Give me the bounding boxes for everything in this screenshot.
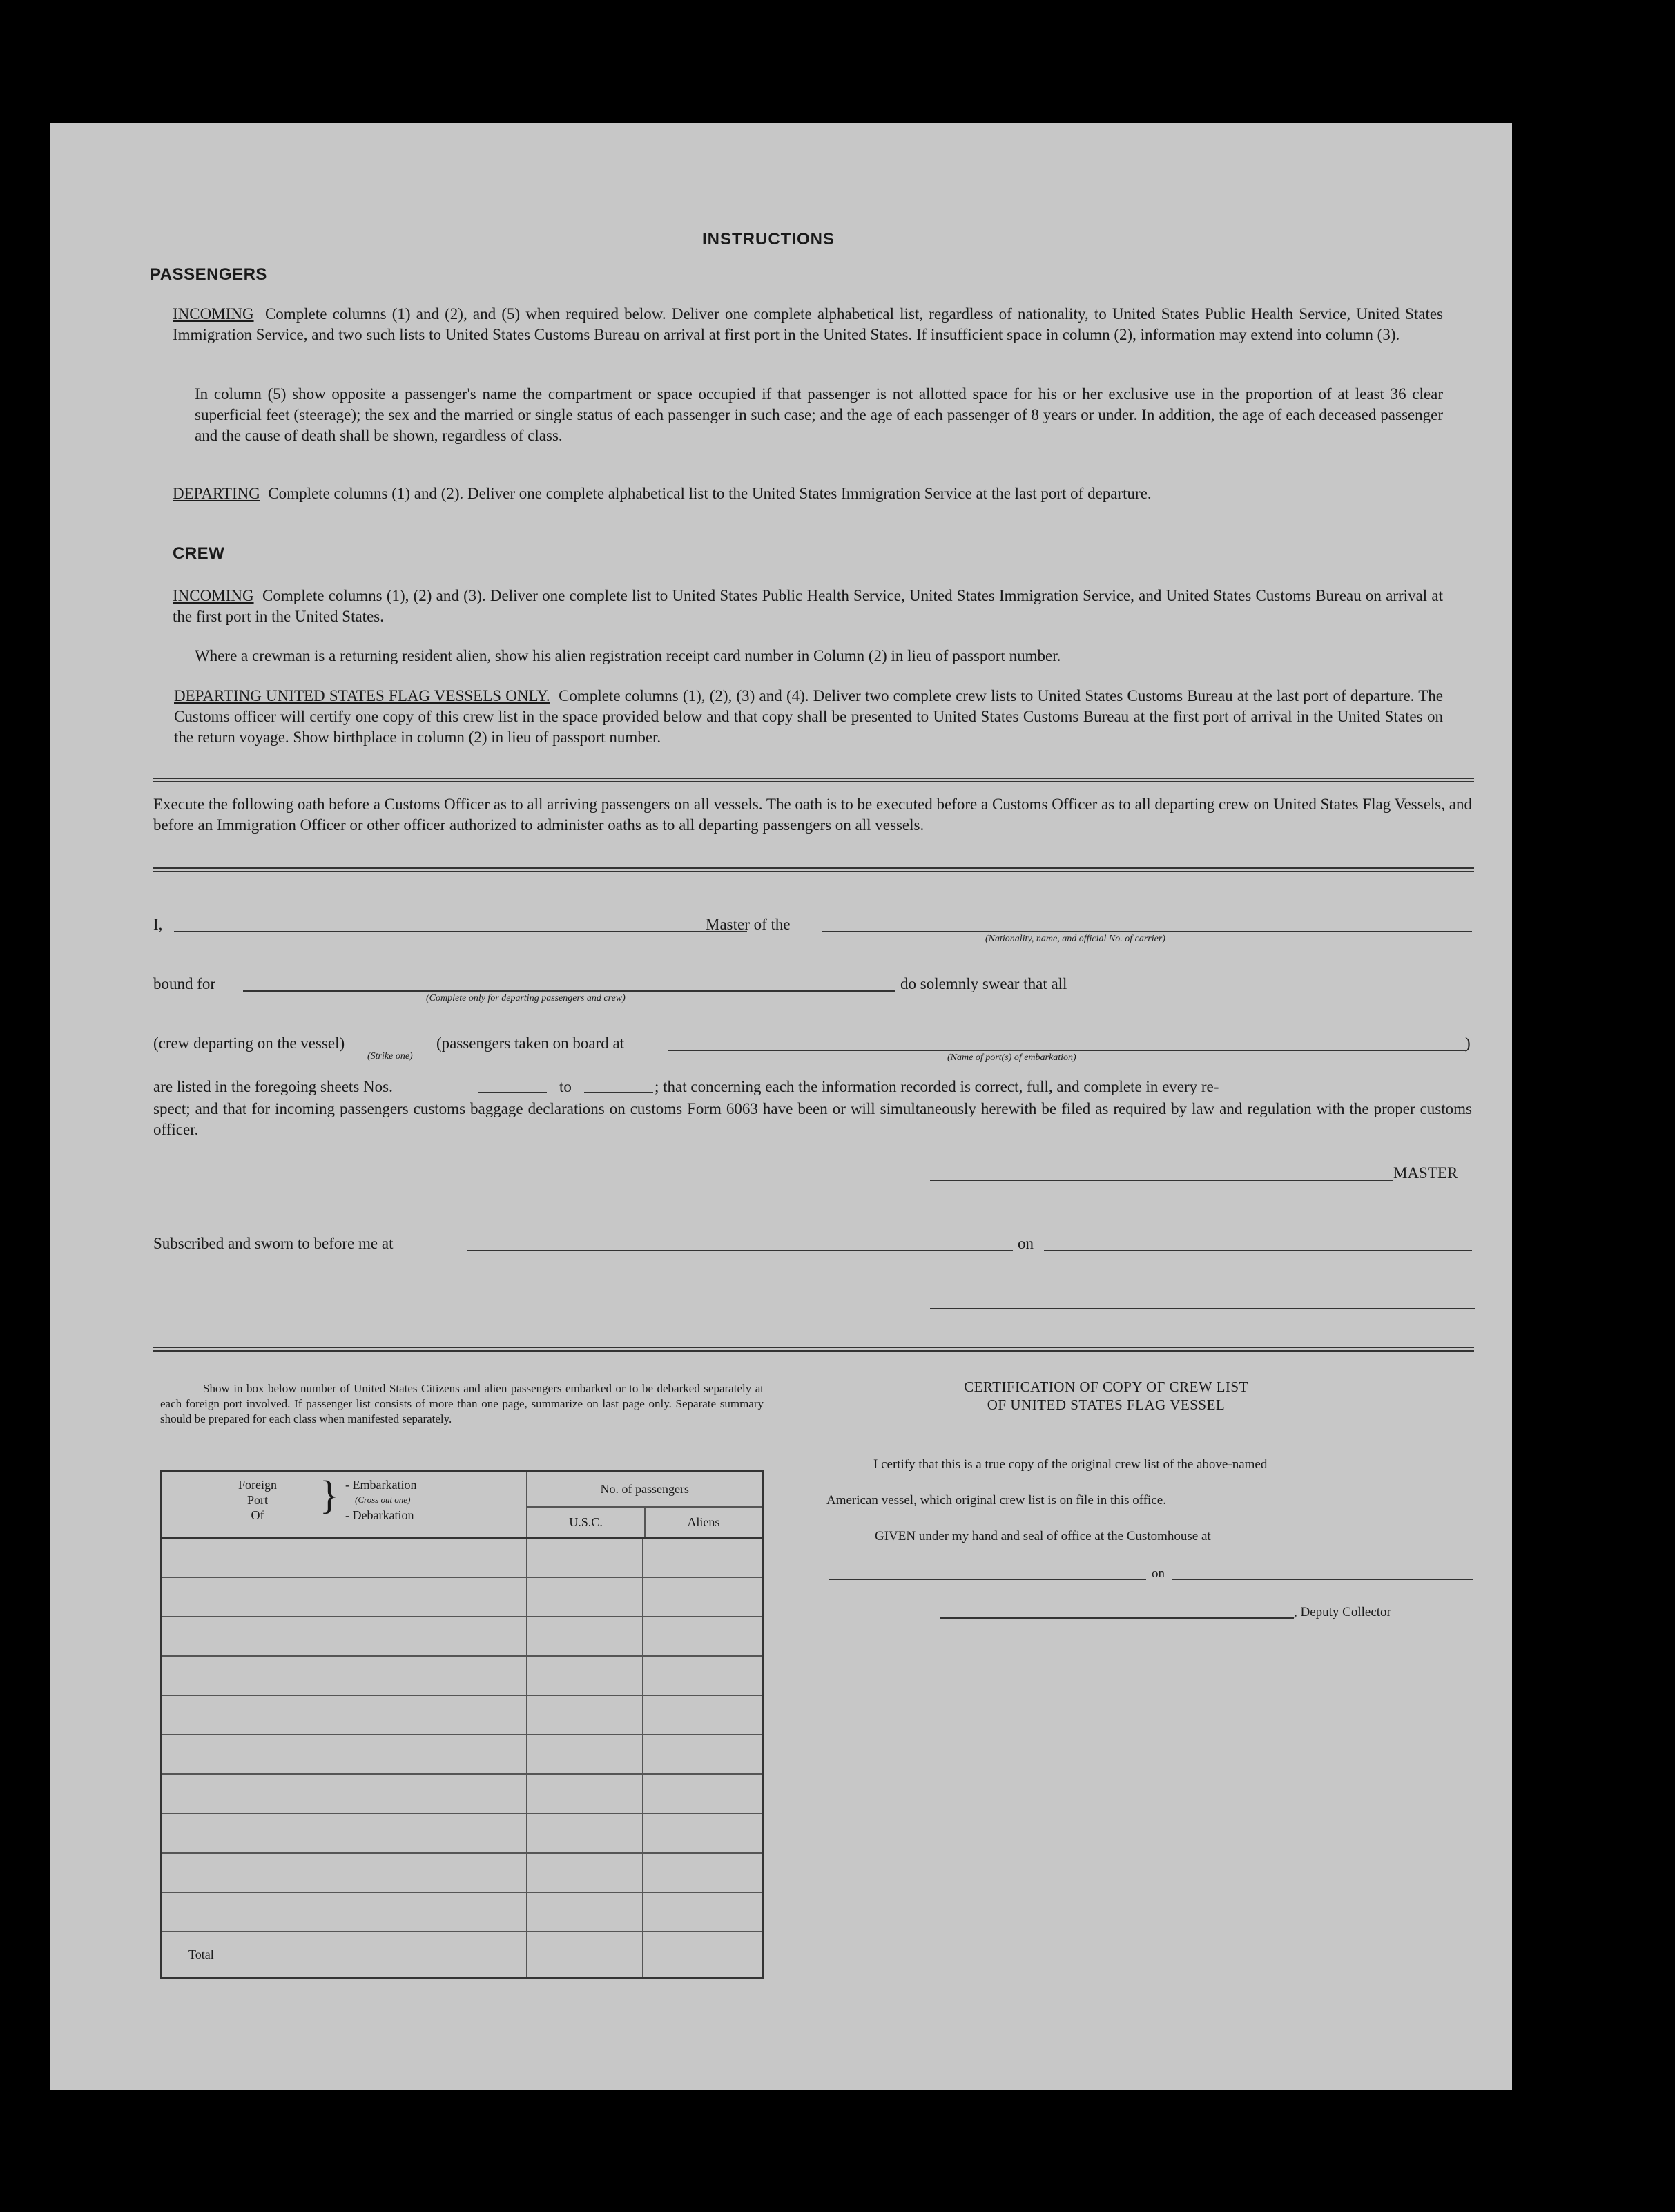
passengers-column5-paragraph: In column (5) show opposite a passenger's name the compartment or space occupied if that passenger is not allotted space for his or her exclusive use in the proportion of at least 36 clear superficial feet (steerage); the sex and the married or single status of each passenger in such case; and the age of each passenger of 8 years or under. In addition, the age of each deceased passenger and the cause of death shall be shown, regardless of class. bbox=[195, 385, 1443, 444]
port-caption: (Name of port(s) of embarkation) bbox=[947, 1052, 1076, 1063]
crew-incoming-paragraph bbox=[173, 586, 1443, 627]
brace: } bbox=[320, 1472, 339, 1517]
form-page bbox=[50, 123, 1512, 2090]
of-label: Of bbox=[251, 1508, 264, 1522]
carrier-caption: (Nationality, name, and official No. of carrier) bbox=[985, 934, 1165, 944]
foreign-port-header bbox=[162, 1471, 527, 1538]
master-label: MASTER bbox=[1393, 1164, 1458, 1182]
listed-text-cont: ; that concerning each the information recorded is correct, full, and complete in every re- bbox=[655, 1078, 1219, 1095]
no-of-passengers-label: No. of passengers bbox=[527, 1472, 762, 1508]
summary-row[interactable] bbox=[162, 1814, 763, 1853]
deputy-signature-line[interactable] bbox=[940, 1617, 1294, 1619]
crew-incoming-text: Complete columns (1), (2) and (3). Deliver one complete list to United States Public Health Service, United States Immigration Service, and United States Customs Bureau on arrival at the first port in the United States. bbox=[173, 587, 1443, 625]
deputy-collector-label: , Deputy Collector bbox=[1294, 1605, 1391, 1619]
listed-to-label: to bbox=[559, 1078, 572, 1095]
passengers-heading: PASSENGERS bbox=[150, 265, 267, 284]
crew-departing-paragraph bbox=[174, 686, 1443, 748]
summary-row[interactable] bbox=[162, 1735, 763, 1774]
customhouse-line[interactable] bbox=[829, 1579, 1146, 1580]
summary-row[interactable] bbox=[162, 1538, 763, 1577]
master-name-line[interactable] bbox=[174, 931, 747, 932]
crew-departing-label: DEPARTING UNITED STATES FLAG VESSELS ONLY. bbox=[174, 687, 550, 704]
master-of-the-label: Master of the bbox=[706, 916, 791, 933]
oath-i-label: I, bbox=[153, 916, 163, 933]
swear-text: do solemnly swear that all bbox=[900, 975, 1067, 992]
certify-text-2: American vessel, which original crew list is on file in this office. bbox=[826, 1493, 1166, 1508]
cert-on-label: on bbox=[1152, 1566, 1165, 1581]
passengers-departing-label: DEPARTING bbox=[173, 485, 260, 502]
lower-divider bbox=[153, 1347, 1474, 1352]
crew-heading: CREW bbox=[173, 544, 225, 563]
embarkation-port-line[interactable] bbox=[668, 1050, 1466, 1051]
subscribed-label: Subscribed and sworn to before me at bbox=[153, 1235, 394, 1252]
certification-title-1: CERTIFICATION OF COPY OF CREW LIST bbox=[964, 1378, 1248, 1395]
cert-date-line[interactable] bbox=[1172, 1579, 1473, 1580]
given-text: GIVEN under my hand and seal of office at the Customhouse at bbox=[875, 1529, 1211, 1543]
close-paren: ) bbox=[1465, 1035, 1471, 1052]
foreign-label: Foreign bbox=[238, 1478, 277, 1492]
sworn-place-line[interactable] bbox=[467, 1250, 1013, 1251]
passengers-taken-option: (passengers taken on board at bbox=[436, 1035, 625, 1052]
sworn-on-label: on bbox=[1018, 1235, 1034, 1252]
passengers-incoming-label: INCOMING bbox=[173, 305, 254, 323]
strike-one-caption: (Strike one) bbox=[367, 1051, 413, 1061]
summary-row[interactable] bbox=[162, 1617, 763, 1656]
oath-divider bbox=[153, 867, 1474, 872]
summary-row[interactable] bbox=[162, 1853, 763, 1892]
bound-for-caption: (Complete only for departing passengers and crew) bbox=[426, 993, 626, 1003]
officer-signature-line[interactable] bbox=[930, 1308, 1475, 1309]
crew-departing-text: Complete columns (1), (2), (3) and (4). Deliver two complete crew lists to United States Customs Bureau at the last port of departure. The Customs officer will certify one copy of this crew list in the space provided below and that copy shall be presented to United States Customs Bureau at the first port of arrival in the United States on the return voyage. Show birthplace in column (2) in lieu of passport number. bbox=[174, 687, 1444, 746]
aliens-header: Aliens bbox=[687, 1515, 720, 1529]
section-divider bbox=[153, 778, 1474, 782]
master-signature-line[interactable] bbox=[930, 1180, 1393, 1181]
passengers-departing-paragraph bbox=[173, 483, 1443, 504]
certify-text-1: I certify that this is a true copy of the original crew list of the above-named bbox=[873, 1457, 1268, 1472]
summary-row[interactable] bbox=[162, 1774, 763, 1814]
crew-incoming-label: INCOMING bbox=[173, 587, 254, 604]
total-label: Total bbox=[162, 1932, 527, 1979]
carrier-line[interactable] bbox=[822, 931, 1472, 932]
listed-text-start: are listed in the foregoing sheets Nos. bbox=[153, 1078, 393, 1095]
passengers-incoming-text: Complete columns (1) and (2), and (5) when required below. Deliver one complete alphabetical list, regardless of nationality, to United States Public Health Service, United States Immigration Service, and two such lists to United States Customs Bureau on arrival at first port in the United States. If insufficient space in column (2), information may extend into column (3). bbox=[173, 305, 1444, 343]
port-label: Port bbox=[246, 1493, 268, 1507]
bound-for-line[interactable] bbox=[243, 990, 895, 992]
listed-text-end: spect; and that for incoming passengers customs baggage declarations on customs Form 6063 have been or will simultaneously herewith be filed as required by law and regulation with the proper customs officer. bbox=[153, 1100, 1472, 1138]
debarkation-label: - Debarkation bbox=[345, 1508, 414, 1522]
no-of-passengers-header bbox=[527, 1471, 762, 1538]
summary-total-row[interactable] bbox=[162, 1932, 763, 1979]
sworn-date-line[interactable] bbox=[1044, 1250, 1472, 1251]
summary-row[interactable] bbox=[162, 1656, 763, 1695]
passenger-summary-table bbox=[160, 1470, 764, 1979]
cross-out-label: (Cross out one) bbox=[355, 1494, 411, 1505]
certification-title-2: OF UNITED STATES FLAG VESSEL bbox=[987, 1396, 1226, 1413]
passengers-incoming-paragraph bbox=[173, 304, 1443, 345]
bound-for-label: bound for bbox=[153, 975, 216, 992]
crew-resident-paragraph: Where a crewman is a returning resident alien, show his alien registration receipt card number in Column (2) in lieu of passport number. bbox=[195, 647, 1061, 664]
crew-departing-option: (crew departing on the vessel) bbox=[153, 1035, 345, 1052]
sheet-from-line[interactable] bbox=[478, 1092, 547, 1093]
instructions-title: INSTRUCTIONS bbox=[702, 230, 835, 249]
summary-row[interactable] bbox=[162, 1892, 763, 1932]
passengers-departing-text: Complete columns (1) and (2). Deliver one complete alphabetical list to the United States Immigration Service at the last port of departure. bbox=[268, 485, 1152, 502]
summary-row[interactable] bbox=[162, 1695, 763, 1735]
embarkation-label: - Embarkation bbox=[345, 1478, 417, 1492]
oath-intro: Execute the following oath before a Customs Officer as to all arriving passengers on all vessels. The oath is to be executed before a Customs Officer as to all departing crew on United States Flag Vessels, and before an Immigration Officer or other officer authorized to administer oaths as to all departing passengers on all vessels. bbox=[153, 796, 1472, 834]
summary-row[interactable] bbox=[162, 1577, 763, 1617]
summary-instructions: Show in box below number of United States Citizens and alien passengers embarked or to be debarked separately at each foreign port involved. If passenger list consists of more than one page, summarize on last page only. Separate summary should be prepared for each class when manifested separately. bbox=[160, 1382, 764, 1425]
usc-header: U.S.C. bbox=[527, 1508, 645, 1537]
sheet-to-line[interactable] bbox=[584, 1092, 653, 1093]
